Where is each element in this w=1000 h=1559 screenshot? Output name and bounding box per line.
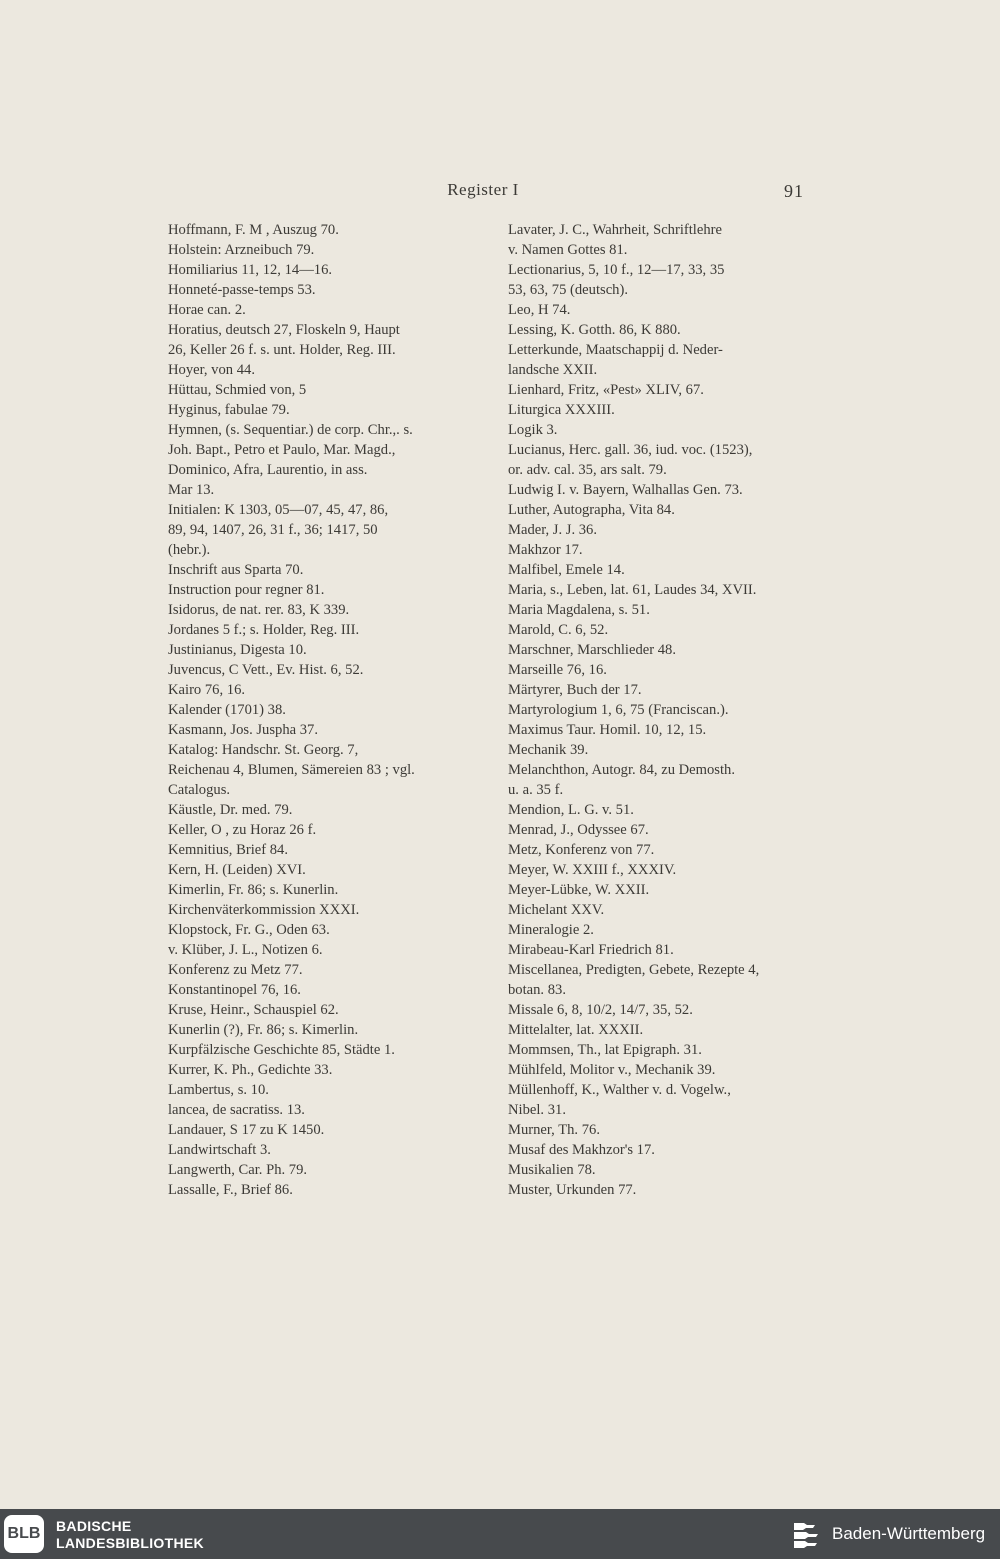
footer-bar (0, 1509, 1000, 1559)
index-entry-line: Musikalien 78. (508, 1162, 596, 1178)
blb-logo-icon[interactable]: BLB (4, 1515, 44, 1553)
index-entry-line: Liturgica XXXIII. (508, 402, 615, 418)
index-entry-line: Lavater, J. C., Wahrheit, Schriftlehre (508, 222, 722, 238)
index-entry-line: Maria Magdalena, s. 51. (508, 602, 650, 618)
index-entry-line: Hyginus, fabulae 79. (168, 402, 290, 418)
index-entry-line: Maximus Taur. Homil. 10, 12, 15. (508, 722, 707, 738)
index-entry-line: Lucianus, Herc. gall. 36, iud. voc. (1523), (508, 442, 753, 458)
index-entry-line: lancea, de sacratiss. 13. (168, 1102, 305, 1118)
index-entry-line: Catalogus. (168, 782, 231, 798)
index-entry-line: Kurrer, K. Ph., Gedichte 33. (168, 1062, 333, 1078)
index-entry-line: Kairo 76, 16. (168, 682, 246, 698)
index-entry-line: 53, 63, 75 (deutsch). (508, 282, 628, 298)
index-entry-line: Horatius, deutsch 27, Floskeln 9, Haupt (168, 322, 400, 338)
index-entry-line: Joh. Bapt., Petro et Paulo, Mar. Magd., (168, 442, 396, 458)
index-entry-line: Miscellanea, Predigten, Gebete, Rezepte 4, (508, 962, 760, 978)
index-entry-line: Mittelalter, lat. XXXII. (508, 1022, 644, 1038)
index-entry-line: Lienhard, Fritz, «Pest» XLIV, 67. (508, 382, 704, 398)
index-entry-line: Maria, s., Leben, lat. 61, Laudes 34, XVII. (508, 582, 757, 598)
index-entry-line: Mineralogie 2. (508, 922, 594, 938)
index-entry-line: landsche XXII. (508, 362, 598, 378)
index-entry-line: Holstein: Arzneibuch 79. (168, 242, 315, 258)
index-entry-line: Marseille 76, 16. (508, 662, 607, 678)
index-entry-line: Mechanik 39. (508, 742, 589, 758)
index-entry-line: Hymnen, (s. Sequentiar.) de corp. Chr.,. s. (168, 422, 413, 438)
index-entry-line: v. Namen Gottes 81. (508, 242, 628, 258)
index-entry-line: Kern, H. (Leiden) XVI. (168, 862, 306, 878)
index-entry-line: Murner, Th. 76. (508, 1122, 600, 1138)
page-number: 91 (784, 181, 804, 201)
index-entry-line: v. Klüber, J. L., Notizen 6. (168, 942, 323, 958)
index-entry-line: Musaf des Makhzor's 17. (508, 1142, 655, 1158)
index-entry-line: Inschrift aus Sparta 70. (168, 562, 304, 578)
index-entry-line: Kruse, Heinr., Schauspiel 62. (168, 1002, 339, 1018)
index-entry-line: Leo, H 74. (508, 302, 571, 318)
index-entry-line: Letterkunde, Maatschappij d. Neder- (508, 342, 723, 358)
index-entry-line: Mühlfeld, Molitor v., Mechanik 39. (508, 1062, 716, 1078)
library-name[interactable] (56, 1518, 204, 1552)
index-entry-line: Initialen: K 1303, 05—07, 45, 47, 86, (168, 502, 389, 518)
index-entry-line: Mirabeau-Karl Friedrich 81. (508, 942, 674, 958)
index-entry-line: Nibel. 31. (508, 1102, 566, 1118)
index-entry-line: Konferenz zu Metz 77. (168, 962, 303, 978)
index-entry-line: Klopstock, Fr. G., Oden 63. (168, 922, 330, 938)
index-entry-line: Kalender (1701) 38. (168, 702, 286, 718)
index-entry-line: Instruction pour regner 81. (168, 582, 325, 598)
index-entry-line: Landauer, S 17 zu K 1450. (168, 1122, 325, 1138)
index-entry-line: Marschner, Marschlieder 48. (508, 642, 676, 658)
index-entry-line: Ludwig I. v. Bayern, Walhallas Gen. 73. (508, 482, 743, 498)
index-entry-line: 26, Keller 26 f. s. unt. Holder, Reg. III. (168, 342, 396, 358)
index-entry-line: Mar 13. (168, 482, 215, 498)
library-name-line2: LANDESBIBLIOTHEK (56, 1535, 204, 1551)
index-entry-line: Lambertus, s. 10. (168, 1082, 269, 1098)
index-entry-line: Mommsen, Th., lat Epigraph. 31. (508, 1042, 702, 1058)
index-entry-line: Kasmann, Jos. Juspha 37. (168, 722, 318, 738)
running-header-title: Register I (447, 180, 519, 199)
index-entry-line: Horae can. 2. (168, 302, 246, 318)
index-entry-line: Melanchthon, Autogr. 84, zu Demosth. (508, 762, 735, 778)
index-entry-line: Isidorus, de nat. rer. 83, K 339. (168, 602, 350, 618)
index-entry-line: Märtyrer, Buch der 17. (508, 682, 642, 698)
index-column-left (168, 220, 468, 1200)
index-entry-line: Michelant XXV. (508, 902, 605, 918)
lions-crest-icon[interactable] (790, 1519, 822, 1551)
index-entry-line: Muster, Urkunden 77. (508, 1182, 637, 1198)
index-entry-line: Müllenhoff, K., Walther v. d. Vogelw., (508, 1082, 731, 1098)
index-entry-line: Kurpfälzische Geschichte 85, Städte 1. (168, 1042, 395, 1058)
index-column-right (508, 220, 808, 1200)
index-entry-line: Justinianus, Digesta 10. (168, 642, 307, 658)
index-entry-line: Martyrologium 1, 6, 75 (Franciscan.). (508, 702, 729, 718)
index-entry-line: Homiliarius 11, 12, 14—16. (168, 262, 333, 278)
index-entry-line: Makhzor 17. (508, 542, 583, 558)
index-entry-line: Marold, C. 6, 52. (508, 622, 609, 638)
index-entry-line: Jordanes 5 f.; s. Holder, Reg. III. (168, 622, 360, 638)
library-name-line1: BADISCHE (56, 1518, 132, 1534)
index-entry-line: Juvencus, C Vett., Ev. Hist. 6, 52. (168, 662, 364, 678)
index-entry-line: Mendion, L. G. v. 51. (508, 802, 634, 818)
index-entry-line: or. adv. cal. 35, ars salt. 79. (508, 462, 667, 478)
index-entry-line: Missale 6, 8, 10/2, 14/7, 35, 52. (508, 1002, 693, 1018)
index-entry-line: Landwirtschaft 3. (168, 1142, 271, 1158)
state-name[interactable]: Baden-Württemberg (832, 1524, 986, 1543)
index-entry-line: botan. 83. (508, 982, 566, 998)
index-entry-line: Metz, Konferenz von 77. (508, 842, 655, 858)
index-entry-line: (hebr.). (168, 542, 211, 558)
index-entry-line: Hoffmann, F. M , Auszug 70. (168, 222, 339, 238)
index-entry-line: Kemnitius, Brief 84. (168, 842, 288, 858)
index-entry-line: Malfibel, Emele 14. (508, 562, 625, 578)
index-entry-line: Luther, Autographa, Vita 84. (508, 502, 675, 518)
index-entry-line: Langwerth, Car. Ph. 79. (168, 1162, 308, 1178)
index-entry-line: Kimerlin, Fr. 86; s. Kunerlin. (168, 882, 339, 898)
index-entry-line: u. a. 35 f. (508, 782, 564, 798)
index-entry-line: Käustle, Dr. med. 79. (168, 802, 293, 818)
index-entry-line: Keller, O , zu Horaz 26 f. (168, 822, 317, 838)
index-entry-line: Dominico, Afra, Laurentio, in ass. (168, 462, 368, 478)
index-entry-line: Mader, J. J. 36. (508, 522, 597, 538)
index-entry-line: Meyer, W. XXIII f., XXXIV. (508, 862, 677, 878)
index-entry-line: Kunerlin (?), Fr. 86; s. Kimerlin. (168, 1022, 359, 1038)
index-entry-line: 89, 94, 1407, 26, 31 f., 36; 1417, 50 (168, 522, 378, 538)
index-entry-line: Honneté-passe-temps 53. (168, 282, 316, 298)
index-entry-line: Reichenau 4, Blumen, Sämereien 83 ; vgl. (168, 762, 415, 778)
index-entry-line: Hoyer, von 44. (168, 362, 255, 378)
index-entry-line: Menrad, J., Odyssee 67. (508, 822, 649, 838)
index-entry-line: Kirchenväterkommission XXXI. (168, 902, 360, 918)
index-entry-line: Lassalle, F., Brief 86. (168, 1182, 293, 1198)
index-entry-line: Konstantinopel 76, 16. (168, 982, 301, 998)
index-entry-line: Lessing, K. Gotth. 86, K 880. (508, 322, 681, 338)
index-entry-line: Katalog: Handschr. St. Georg. 7, (168, 742, 359, 758)
index-entry-line: Lectionarius, 5, 10 f., 12—17, 33, 35 (508, 262, 725, 278)
index-entry-line: Hüttau, Schmied von, 5 (168, 382, 307, 398)
index-entry-line: Meyer-Lübke, W. XXII. (508, 882, 650, 898)
index-entry-line: Logik 3. (508, 422, 558, 438)
